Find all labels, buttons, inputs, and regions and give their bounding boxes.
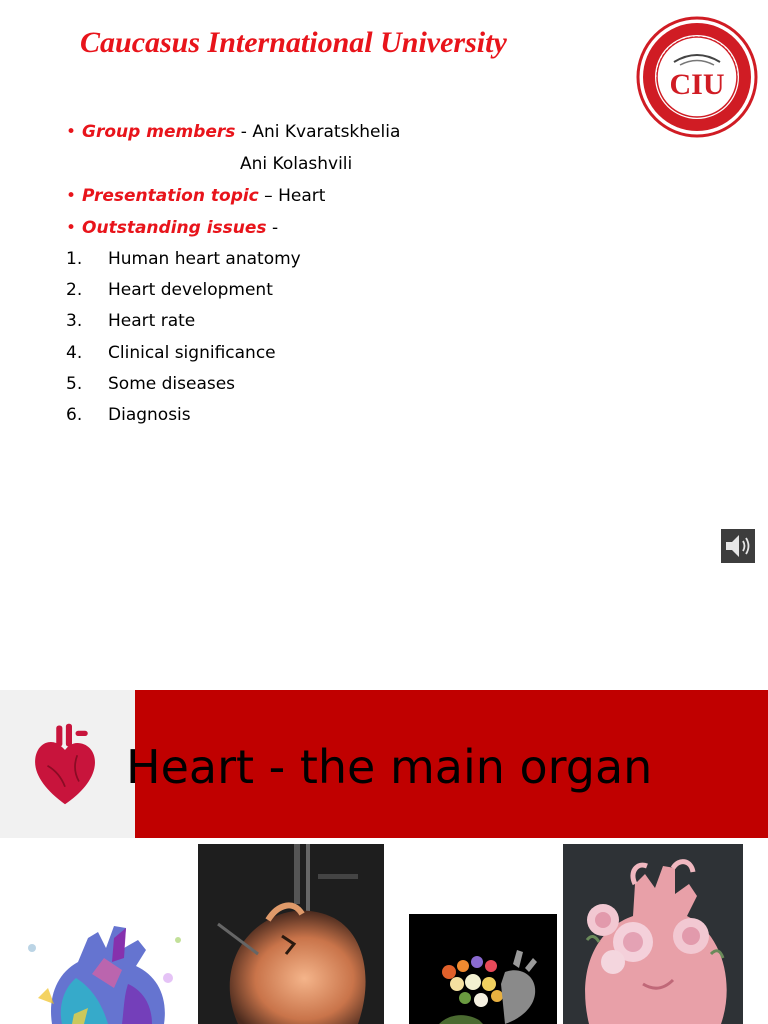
slide-heading: Heart - the main organ [126, 740, 653, 794]
bullet-value: - Ani Kvaratskhelia [235, 122, 401, 142]
university-seal-logo [636, 16, 758, 138]
roses-heart-illustration [563, 844, 743, 1024]
list-text: Heart development [108, 280, 273, 301]
list-number: 2. [66, 280, 83, 301]
glowing-heart-render [198, 844, 384, 1024]
bullet-dot: • [66, 218, 77, 238]
list-number: 5. [66, 373, 83, 394]
bullet-label: Outstanding issues [82, 218, 267, 238]
page-title: Caucasus International University [80, 26, 507, 59]
bullet-label: Group members [82, 122, 236, 142]
bullet-group-members [66, 116, 400, 148]
bullet-outstanding-issues [66, 212, 400, 244]
bullet-value: Ani Kolashvili [240, 154, 353, 174]
issues-list [66, 244, 301, 431]
heart-icon [30, 718, 100, 810]
bullet-dot: • [66, 122, 77, 142]
floral-heart-illustration [409, 914, 557, 1024]
list-text: Heart rate [108, 311, 196, 332]
list-number: 1. [66, 249, 83, 269]
list-item [66, 369, 301, 400]
list-text: Clinical significance [108, 342, 276, 363]
watercolor-heart-illustration [18, 918, 193, 1024]
slide-2 [0, 690, 768, 1024]
bullet-group-members-continuation [66, 148, 400, 180]
list-item [66, 400, 301, 431]
info-bullets [66, 116, 400, 244]
list-item [66, 244, 301, 275]
list-text: Human heart anatomy [108, 249, 301, 269]
bullet-dot: • [66, 186, 77, 206]
list-item [66, 338, 301, 369]
bullet-value: – Heart [258, 186, 326, 206]
list-number: 3. [66, 311, 83, 332]
bullet-presentation-topic [66, 180, 400, 212]
list-item [66, 306, 301, 337]
speaker-icon[interactable] [721, 529, 755, 563]
bullet-value: - [266, 218, 279, 238]
list-text: Some diseases [108, 373, 236, 394]
bullet-label: Presentation topic [82, 186, 259, 206]
list-number: 6. [66, 404, 83, 425]
banner-icon-panel [0, 690, 135, 838]
list-text: Diagnosis [108, 404, 191, 425]
logo-text: CIU [669, 68, 725, 101]
list-item [66, 275, 301, 306]
list-number: 4. [66, 342, 83, 363]
